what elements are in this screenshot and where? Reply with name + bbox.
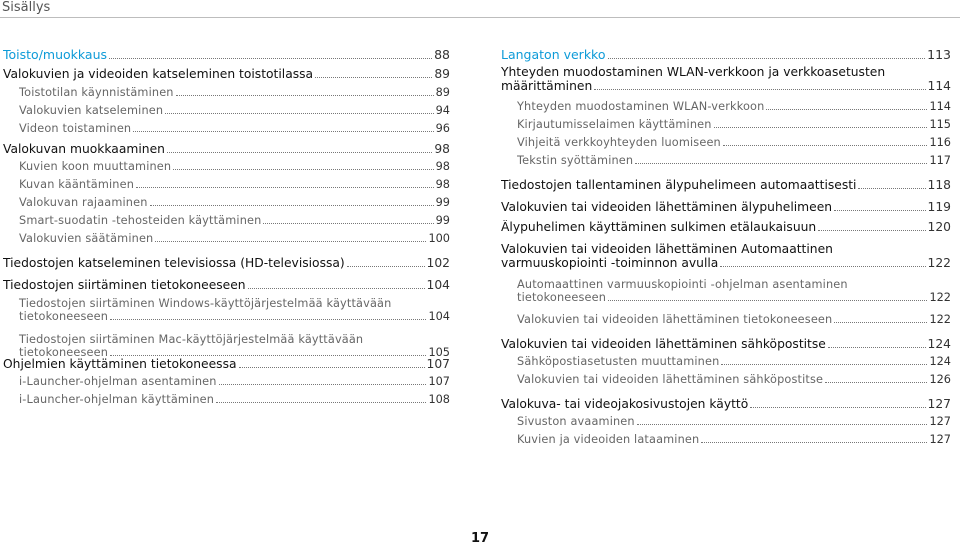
toc-entry-title: Tiedostojen katseleminen televisiossa (HD-televisiossa) [3, 256, 345, 270]
toc-entry-title: määrittäminen [501, 79, 593, 93]
toc-page-number: 117 [929, 154, 951, 167]
toc-entry-title: Vihjeitä verkkoyhteyden luomiseen [517, 136, 721, 149]
dot-leader [594, 89, 925, 90]
toc-entry-title: Kuvien koon muuttaminen [19, 160, 172, 173]
toc-page-number: 104 [428, 310, 450, 323]
dot-leader [216, 402, 426, 403]
dot-leader [150, 205, 434, 206]
toc-entry[interactable] [3, 178, 450, 196]
toc-page-number: 98 [435, 178, 450, 191]
toc-page-number: 107 [428, 375, 450, 388]
toc-entry[interactable] [3, 214, 450, 232]
dot-leader [155, 241, 426, 242]
toc-entry[interactable] [3, 142, 450, 160]
toc-entry[interactable] [3, 86, 450, 104]
toc-entry-title: Tekstin syöttäminen [517, 154, 634, 167]
toc-entry[interactable] [501, 337, 951, 355]
toc-entry[interactable] [501, 178, 951, 200]
dot-leader [110, 319, 426, 320]
toc-entry-title: tietokoneeseen [19, 310, 109, 323]
toc-entry[interactable] [501, 118, 951, 136]
toc-entry-title: Kuvan kääntäminen [19, 178, 135, 191]
toc-entry-title: Valokuva- tai videojakosivustojen käyttö [501, 397, 749, 411]
toc-entry-title: Smart-suodatin -tehosteiden käyttäminen [19, 214, 262, 227]
dot-leader [110, 355, 426, 356]
dot-leader [721, 364, 927, 365]
toc-entry[interactable] [501, 154, 951, 178]
dot-leader [714, 127, 928, 128]
toc-left-column [3, 47, 450, 411]
toc-entry-title: tietokoneeseen [19, 346, 109, 359]
toc-entry[interactable] [501, 433, 951, 451]
toc-page-number: 94 [435, 104, 450, 117]
toc-page-number: 116 [929, 136, 951, 149]
toc-entry-title: Automaattinen varmuuskopiointi -ohjelman asentaminen [517, 278, 848, 291]
toc-entry[interactable] [3, 333, 450, 357]
toc-entry[interactable] [3, 67, 450, 86]
toc-entry[interactable] [501, 415, 951, 433]
dot-leader [608, 300, 927, 301]
toc-entry-title: Langaton verkko [501, 47, 606, 62]
toc-page-number: 102 [426, 256, 450, 270]
dot-leader [834, 322, 927, 323]
toc-page-number: 120 [927, 220, 951, 234]
toc-entry[interactable] [3, 278, 450, 297]
toc-entry-title: Valokuvan rajaaminen [19, 196, 148, 209]
toc-page-number: 114 [929, 100, 951, 113]
toc-entry-title: Tiedostojen tallentaminen älypuhelimeen automaattisesti [501, 178, 857, 192]
dot-leader [167, 152, 432, 153]
dot-leader [635, 163, 927, 164]
dot-leader [109, 58, 432, 59]
toc-entry-title: Sivuston avaaminen [517, 415, 635, 428]
toc-page-number: 96 [435, 122, 450, 135]
toc-entry[interactable] [501, 397, 951, 415]
toc-entry-title: Valokuvien tai videoiden lähettäminen sähköpostitse [501, 337, 826, 351]
toc-entry[interactable] [501, 220, 951, 242]
toc-entry-title: Tiedostojen siirtäminen Mac-käyttöjärjestelmää käyttävään [19, 333, 364, 346]
toc-entry[interactable] [3, 122, 450, 142]
dot-leader [723, 145, 928, 146]
toc-entry-title: Sähköpostiasetusten muuttaminen [517, 355, 720, 368]
dot-leader [608, 58, 926, 59]
toc-entry-title: Videon toistaminen [19, 122, 132, 135]
dot-leader [825, 382, 927, 383]
toc-entry-title: Valokuvien tai videoiden lähettäminen Automaattinen [501, 242, 833, 256]
toc-page-number: 122 [927, 256, 951, 270]
toc-page-number: 114 [927, 79, 951, 93]
toc-entry-title: Valokuvien tai videoiden lähettäminen sähköpostitse [517, 373, 824, 386]
toc-entry[interactable] [3, 375, 450, 393]
toc-entry-title: varmuuskopiointi -toiminnon avulla [501, 256, 719, 270]
toc-entry-title: tietokoneeseen [517, 291, 607, 304]
toc-entry[interactable] [3, 297, 450, 333]
dot-leader [637, 424, 928, 425]
toc-entry-title: Kuvien ja videoiden lataaminen [517, 433, 700, 446]
toc-entry[interactable] [501, 200, 951, 220]
toc-entry[interactable] [501, 242, 951, 278]
toc-entry[interactable] [3, 160, 450, 178]
toc-entry-title: Tiedostojen siirtäminen Windows-käyttöjärjestelmää käyttävään [19, 297, 392, 310]
toc-entry-title: Toisto/muokkaus [3, 47, 108, 62]
toc-page-number: 127 [929, 415, 951, 428]
toc-entry-title: Älypuhelimen käyttäminen sulkimen etälaukaisuun [501, 220, 817, 234]
toc-entry[interactable] [3, 393, 450, 411]
dot-leader [766, 109, 927, 110]
dot-leader [133, 131, 433, 132]
toc-page-number: 99 [435, 196, 450, 209]
dot-leader [315, 77, 432, 78]
page-title: Sisällys [2, 0, 51, 15]
toc-right-column [501, 47, 951, 451]
toc-page-number: 100 [428, 232, 450, 245]
dot-leader [176, 95, 434, 96]
toc-entry-title: Yhteyden muodostaminen WLAN-verkkoon ja verkkoasetusten [501, 65, 886, 79]
toc-entry[interactable] [3, 357, 450, 375]
toc-page-number: 113 [927, 47, 951, 62]
toc-entry[interactable] [3, 47, 450, 67]
header-divider [0, 17, 960, 18]
dot-leader [165, 113, 433, 114]
dot-leader [347, 266, 425, 267]
toc-entry-title: Valokuvien tai videoiden lähettäminen tietokoneeseen [517, 313, 833, 326]
toc-page-number: 88 [434, 47, 450, 62]
dot-leader [858, 188, 925, 189]
toc-page-number: 124 [927, 337, 951, 351]
toc-page-number: 99 [435, 214, 450, 227]
toc-entry-title: Yhteyden muodostaminen WLAN-verkkoon [517, 100, 765, 113]
toc-entry-title: Valokuvien ja videoiden katseleminen toistotilassa [3, 67, 314, 81]
toc-entry-title: Valokuvan muokkaaminen [3, 142, 165, 156]
toc-entry-title: Kirjautumisselaimen käyttäminen [517, 118, 712, 131]
toc-page-number: 127 [929, 433, 951, 446]
dot-leader [248, 288, 425, 289]
toc-page-number: 98 [434, 142, 450, 156]
toc-entry-title: i-Launcher-ohjelman asentaminen [19, 375, 217, 388]
toc-entry-title: Valokuvien säätäminen [19, 232, 154, 245]
toc-page-number: 122 [929, 291, 951, 304]
toc-entry-title: Toistotilan käynnistäminen [19, 86, 174, 99]
page-number: 17 [470, 531, 490, 546]
toc-entry[interactable] [501, 100, 951, 118]
toc-page-number: 118 [927, 178, 951, 192]
toc-page-number: 126 [929, 373, 951, 386]
toc-entry[interactable] [501, 373, 951, 397]
toc-page-number: 104 [426, 278, 450, 292]
dot-leader [219, 384, 427, 385]
dot-leader [136, 187, 434, 188]
toc-page-number: 89 [435, 86, 450, 99]
toc-page-number: 89 [434, 67, 450, 81]
toc-page-number: 122 [929, 313, 951, 326]
toc-page-number: 115 [929, 118, 951, 131]
toc-entry-title: Tiedostojen siirtäminen tietokoneeseen [3, 278, 246, 292]
toc-entry[interactable] [501, 313, 951, 337]
toc-entry-title: i-Launcher-ohjelman käyttäminen [19, 393, 215, 406]
dot-leader [239, 367, 425, 368]
toc-entry[interactable] [3, 196, 450, 214]
dot-leader [173, 169, 433, 170]
toc-entry[interactable] [3, 256, 450, 278]
toc-page-number: 98 [435, 160, 450, 173]
dot-leader [720, 266, 925, 267]
toc-entry-title: Ohjelmien käyttäminen tietokoneessa [3, 357, 237, 371]
toc-entry[interactable] [3, 104, 450, 122]
toc-page-number: 119 [927, 200, 951, 214]
toc-entry[interactable] [501, 65, 951, 100]
dot-leader [818, 230, 925, 231]
toc-entry[interactable] [3, 232, 450, 256]
toc-page-number: 127 [927, 397, 951, 411]
toc-page-number: 108 [428, 393, 450, 406]
toc-entry[interactable] [501, 47, 951, 65]
toc-page-number: 124 [929, 355, 951, 368]
dot-leader [701, 442, 927, 443]
toc-entry[interactable] [501, 355, 951, 373]
toc-entry-title: Valokuvien tai videoiden lähettäminen älypuhelimeen [501, 200, 833, 214]
dot-leader [750, 407, 925, 408]
toc-page-number: 107 [426, 357, 450, 371]
dot-leader [263, 223, 433, 224]
toc-entry-title: Valokuvien katseleminen [19, 104, 164, 117]
toc-page-number: 105 [428, 346, 450, 359]
toc-entry[interactable] [501, 278, 951, 313]
dot-leader [834, 210, 925, 211]
toc-entry[interactable] [501, 136, 951, 154]
dot-leader [828, 347, 926, 348]
page-header [0, 0, 960, 22]
